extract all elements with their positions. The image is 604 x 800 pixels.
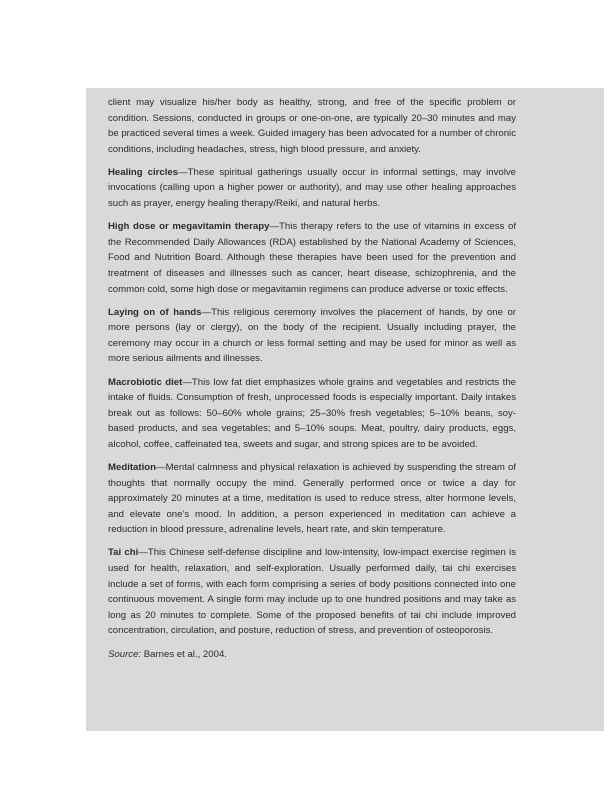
entry-term: Tai chi (108, 547, 139, 559)
entry-text: —This therapy refers to the use of vitamins in excess of the Recommended Daily Allowances (RDA) established by the National Academy of Sciences, Food and Nutrition Board. Although these therapies have been used for the prevention and treatment of diseases and illnesses such as cancer, heart disease, schizophrenia, and the common cold, some high dose or megavitamin regimens can produce adverse or toxic effects. (108, 221, 516, 295)
entry-text: —This Chinese self-defense discipline and low-intensity, low-impact exercise regimen is used for health, relaxation, and self-exploration. Usually performed daily, tai chi exercises include a set of forms, with each form comprising a series of body positions connected into one continuous movement. A single form may include up to one hundred positions and may take as long as 20 minutes to complete. Some of the proposed benefits of tai chi include improved concentration, circulation, and posture, reduction of stress, and prevention of osteoporosis. (108, 547, 516, 637)
document-text (108, 95, 516, 670)
intro-paragraph: client may visualize his/her body as healthy, strong, and free of the specific problem or condition. Sessions, conducted in groups or one-on-one, are typically 20–30 minutes and may be practiced several times a week. Guided imagery has been advocated for a number of chronic conditions, including headaches, stress, high blood pressure, and anxiety. (108, 97, 516, 155)
entry-macrobiotic-diet (108, 375, 516, 453)
entry-text: —This religious ceremony involves the placement of hands, by one or more persons (lay or clergy), on the body of the recipient. Usually including prayer, the ceremony may occur in a church or less formal setting and may be used for minor as well as more serious ailments and illnesses. (108, 306, 516, 365)
source-label: Source: (108, 648, 142, 660)
entry-term: Laying on of hands (108, 306, 202, 318)
source-text: Barnes et al., 2004. (141, 648, 227, 660)
entry-term: Meditation (108, 461, 156, 473)
entry-text: —Mental calmness and physical relaxation is achieved by suspending the stream of thoughts that normally occupy the mind. Generally performed once or twice a day for approximately 20 minutes at a time, meditation is used to reduce stress, alter hormone levels, and elevate one’s mood. In addition, a person experienced in meditation can achieve a reduction in blood pressure, adrenaline levels, heart rate, and skin temperature. (108, 461, 516, 536)
entry-tai-chi (108, 545, 516, 639)
entry-laying-on-of-hands (108, 305, 516, 367)
entry-text: —This low fat diet emphasizes whole grains and vegetables and restricts the intake of fluids. Consumption of fresh, unprocessed foods is especially important. Daily intakes break out as follows: 50–60% whole grains; 25–30% fresh vegetables; 5–10% beans, soy-based products, and sea vegetables; and 5–10% soups. Meat, poultry, dairy products, eggs, alcohol, coffee, caffeinated tea, sweets and sugar, and strong spices are to be avoided. (108, 376, 516, 450)
entry-text: —These spiritual gatherings usually occur in informal settings, may involve invocations (calling upon a higher power or authority), and may use other healing approaches such as prayer, energy healing therapy/Reiki, and natural herbs. (108, 166, 516, 210)
source-citation (108, 647, 516, 663)
entry-term: Healing circles (108, 166, 179, 178)
entry-meditation (108, 460, 516, 538)
entry-healing-circles (108, 165, 516, 212)
entry-term: High dose or megavitamin therapy (108, 221, 270, 233)
entry-term: Macrobiotic diet (108, 376, 183, 388)
entry-megavitamin-therapy (108, 219, 516, 297)
